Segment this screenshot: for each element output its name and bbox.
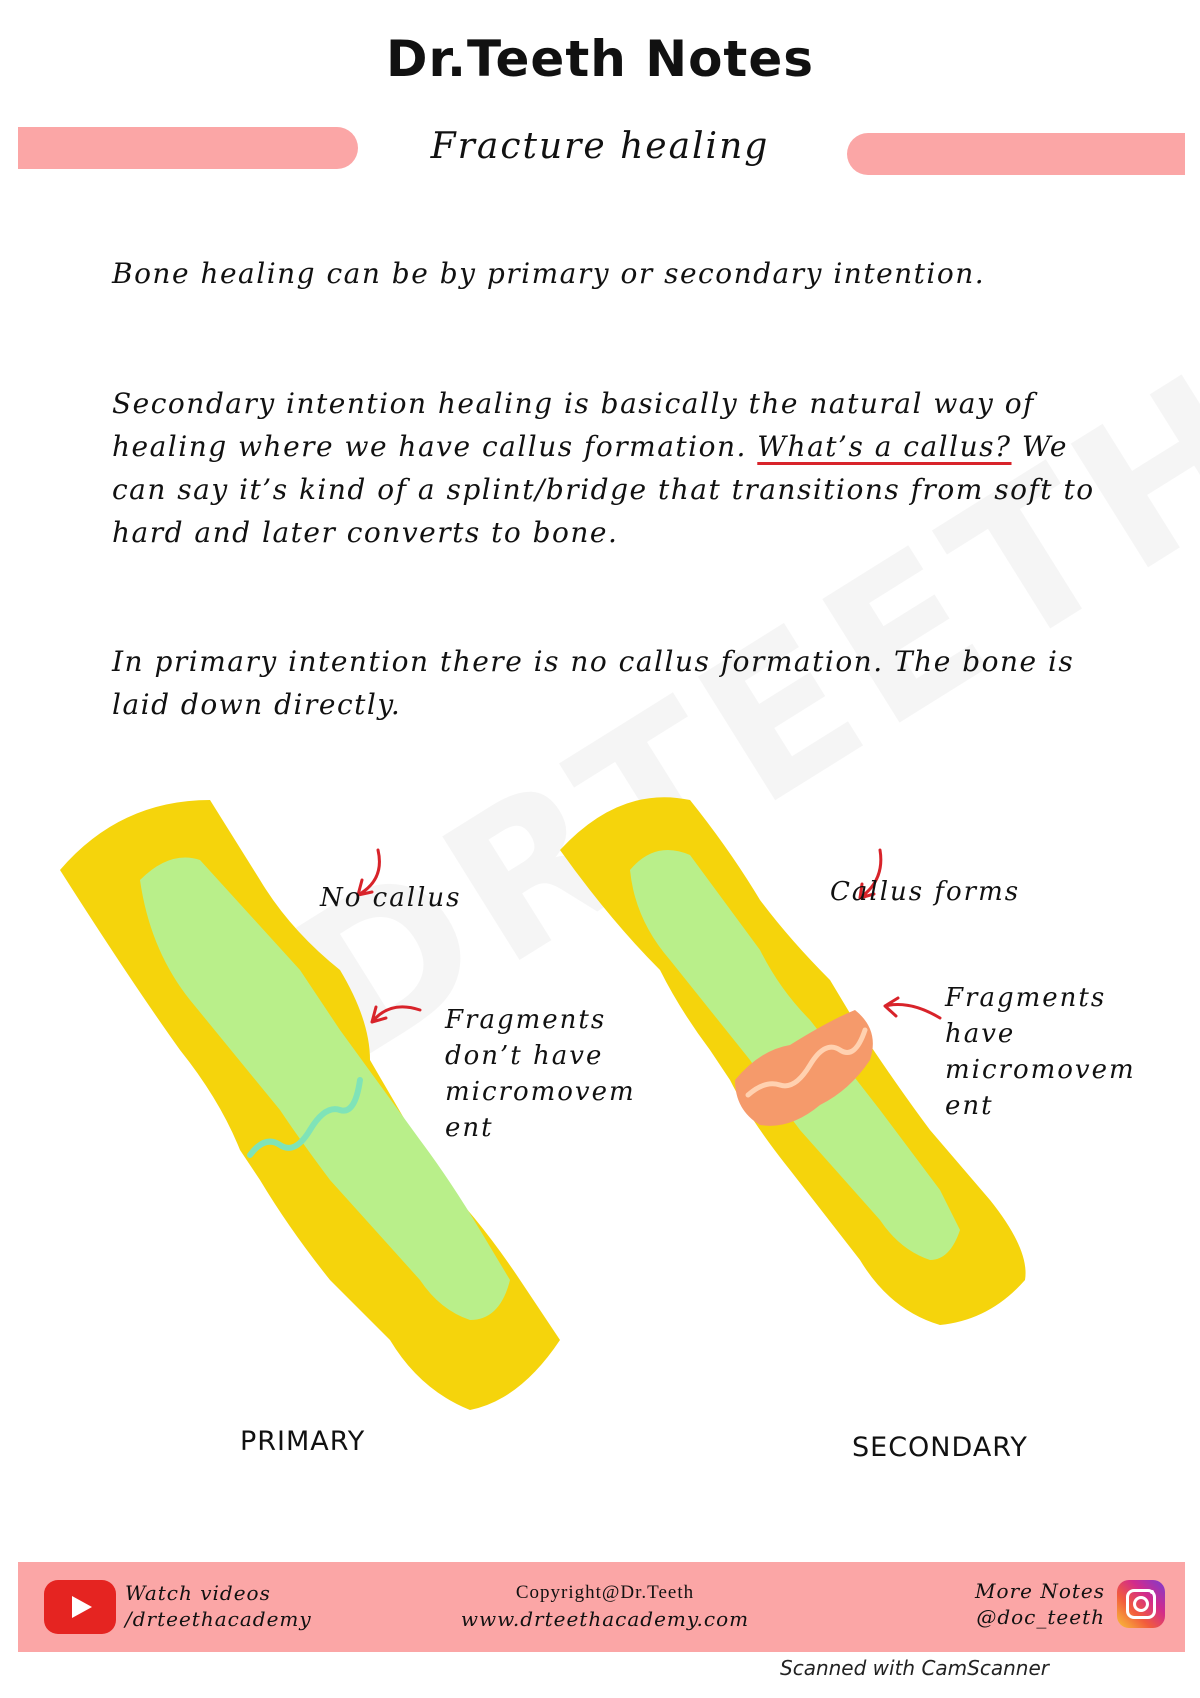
primary-caption: PRIMARY <box>240 1426 366 1457</box>
footer-notes-line1: More Notes <box>975 1579 1105 1603</box>
primary-note-line: Fragments <box>445 1005 607 1035</box>
paragraph-primary: In primary intention there is no callus formation. The bone is laid down directly. <box>112 645 1075 721</box>
footer-copyright-line: Copyright@Dr.Teeth <box>515 1582 695 1603</box>
title-banner-left <box>18 127 358 169</box>
arrow-fragments-primary <box>372 1007 420 1022</box>
footer-videos-line2: /drteethacademy <box>125 1607 312 1631</box>
footer-notes-link[interactable] <box>945 1578 1105 1630</box>
footer-videos-link[interactable] <box>125 1580 312 1632</box>
primary-note-line: don’t have <box>445 1041 604 1071</box>
no-callus-label: No callus <box>320 883 462 913</box>
footer-notes-line2: @doc_teeth <box>976 1605 1105 1629</box>
page-subtitle: Fracture healing <box>430 126 770 167</box>
arrow-fragments-secondary <box>885 998 940 1018</box>
footer-copyright <box>380 1580 830 1632</box>
secondary-fragment-note <box>945 980 1136 1124</box>
callus-question: What’s a callus? <box>757 430 1012 463</box>
primary-fragment-note <box>445 1002 636 1146</box>
secondary-caption: SECONDARY <box>852 1432 1028 1463</box>
paragraph-secondary-text-a: Secondary intention healing is basically the natural way of healing where we have callus formation. <box>112 387 1035 463</box>
callus-forms-label: Callus forms <box>830 877 1021 907</box>
footer-videos-line1: Watch videos <box>125 1581 271 1605</box>
secondary-note-line: micromovem <box>945 1055 1136 1085</box>
page-title: Dr.Teeth Notes <box>386 30 814 88</box>
secondary-note-line: ent <box>945 1091 994 1121</box>
secondary-note-line: Fragments <box>945 983 1107 1013</box>
paragraph-intro: Bone healing can be by primary or secondary intention. <box>112 257 986 290</box>
title-banner-right <box>847 133 1185 175</box>
secondary-note-line: have <box>945 1019 1016 1049</box>
scan-note: Scanned with CamScanner <box>780 1656 1049 1680</box>
instagram-icon[interactable] <box>1117 1580 1165 1628</box>
footer-website-link[interactable]: www.drteethacademy.com <box>460 1607 750 1631</box>
paragraph-secondary-text-b: We can say it’s kind of a splint/bridge that transitions from soft to hard and later converts to bone. <box>112 430 1095 549</box>
primary-note-line: ent <box>445 1113 494 1143</box>
youtube-icon[interactable] <box>44 1580 116 1634</box>
primary-note-line: micromovem <box>445 1077 636 1107</box>
